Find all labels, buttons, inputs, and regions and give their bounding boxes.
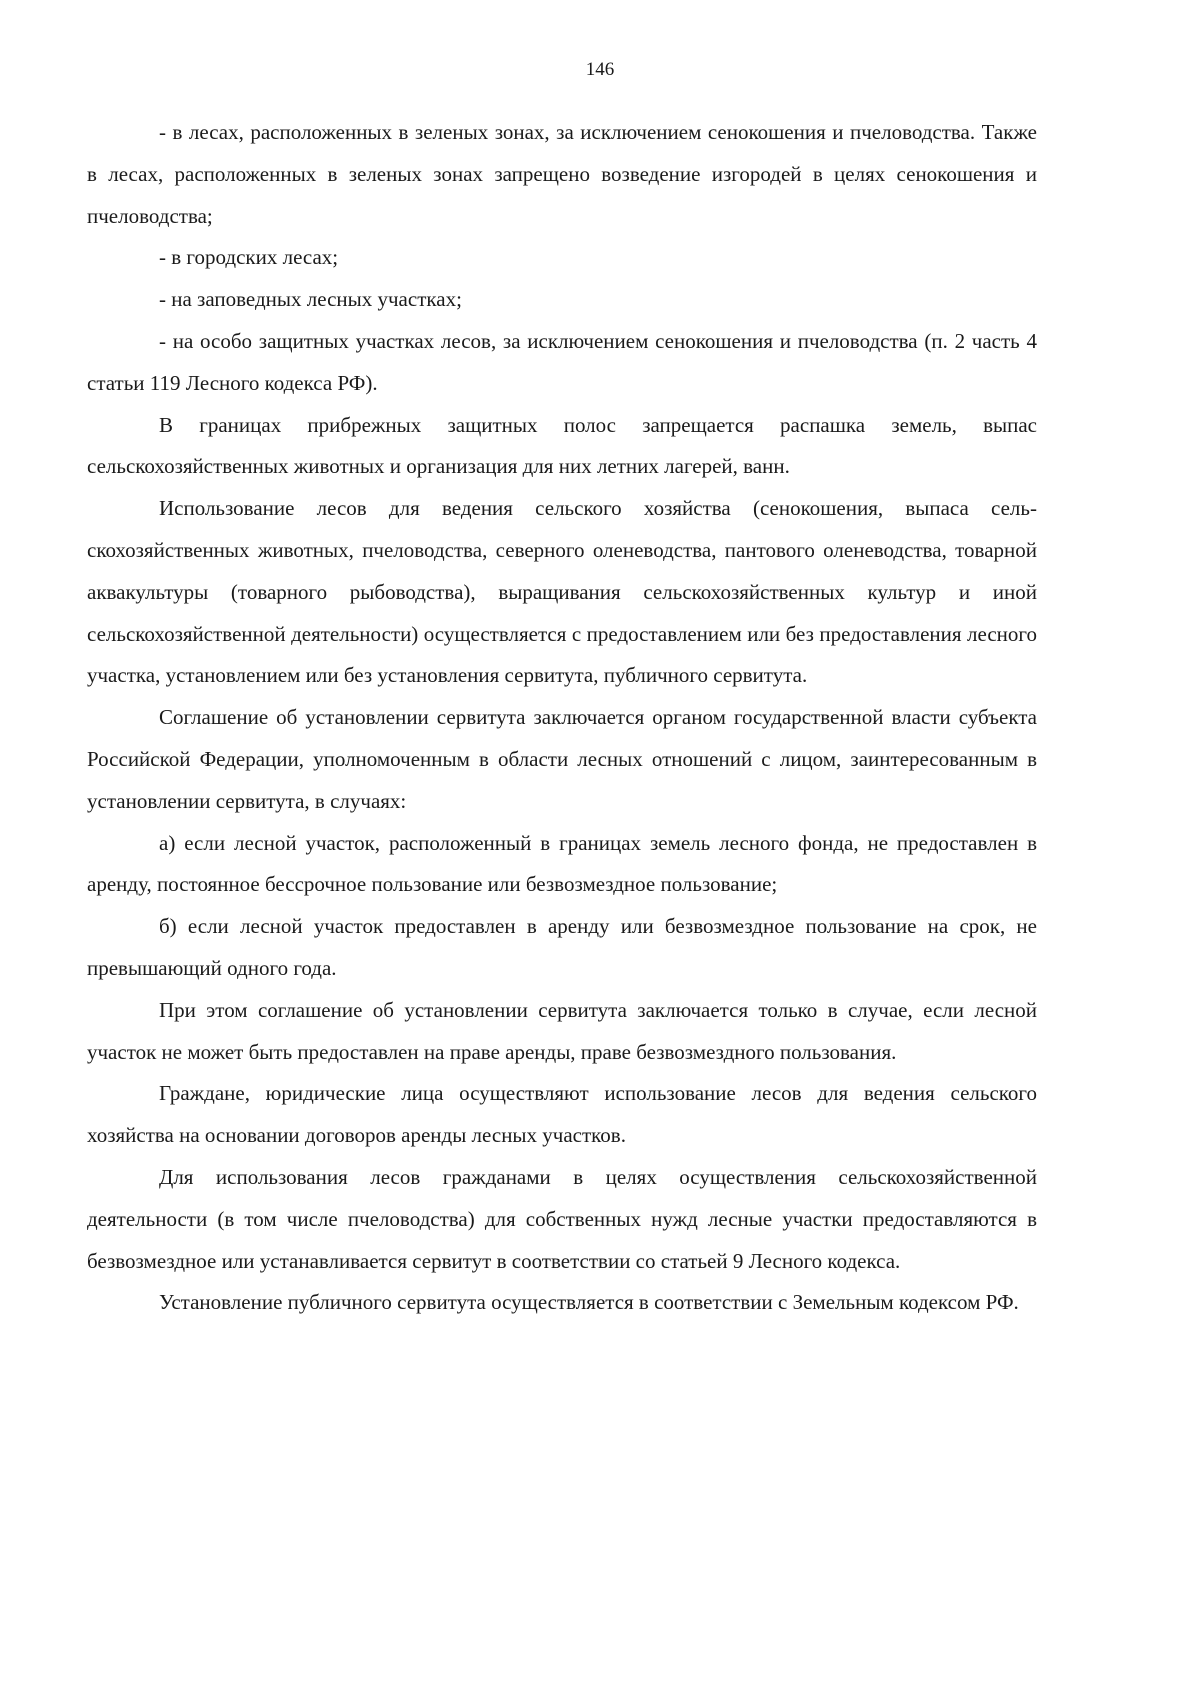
document-body [87,112,1037,1324]
paragraph: В границах прибрежных защитных полос запрещается распашка земель, выпас сельскохозяйственных животных и организация для них летних лагерей, ванн. [87,412,1037,479]
paragraph: - в лесах, расположенных в зеленых зонах, за исключением сенокошения и пчеловодства. Также в лесах, расположенных в зеленых зонах запрещено возведение изгородей в целях сенокошения и пчеловодства; [87,120,1037,228]
paragraph: Граждане, юридические лица осуществляют использование лесов для ведения сельского хозяйства на основании договоров аренды лесных участков. [87,1081,1037,1148]
paragraph: Установление публичного сервитута осуществляется в соответствии с Земельным кодексом РФ. [159,1290,1019,1315]
paragraph: При этом соглашение об установлении сервитута заключается только в случае, если лесной участок не может быть предоставлен на праве аренды, праве безвозмездного пользования. [87,997,1037,1064]
paragraph: - в городских лесах; [159,245,339,270]
paragraph: б) если лесной участок предоставлен в аренду или безвозмездное пользование на срок, не превышающий одного года. [87,914,1037,980]
paragraph: Использование лесов для ведения сельского хозяйства (сенокошения, выпаса сельскохозяйственных животных, пчеловодства, северного оленеводства, пантового оленеводства, товарной аквакультуры (товарного рыбоводства), выращивания сельскохозяйственных культур и иной сельскохозяйственной деятельности) осуществляется с предоставлением или без предоставления лесного участка, установлением или без установления сервитута, публичного сервитута. [87,496,1037,688]
paragraph: а) если лесной участок, расположенный в границах земель лесного фонда, не предоставлен в аренду, постоянное бессрочное пользование или безвозмездное пользование; [87,830,1037,897]
paragraph: Для использования лесов гражданами в целях осуществления сельскохозяйственной деятельности (в том числе пчеловодства) для собственных нужд лесные участки предоставляются в безвозмездное или устанавливается сервитут в соответствии со статьей 9 Лесного кодекса. [87,1164,1037,1273]
paragraph: Соглашение об установлении сервитута заключается органом государственной власти субъекта Российской Федерации, уполномоченным в области лесных отношений с лицом, заинтересованным в установлении сервитута, в случаях: [87,705,1037,813]
page-number: 146 [585,59,615,80]
paragraph: - на заповедных лесных участках; [159,287,462,312]
paragraph: - на особо защитных участках лесов, за исключением сенокошения и пчеловодства (п. 2 часть 4 статьи 119 Лесного кодекса РФ). [87,328,1037,395]
